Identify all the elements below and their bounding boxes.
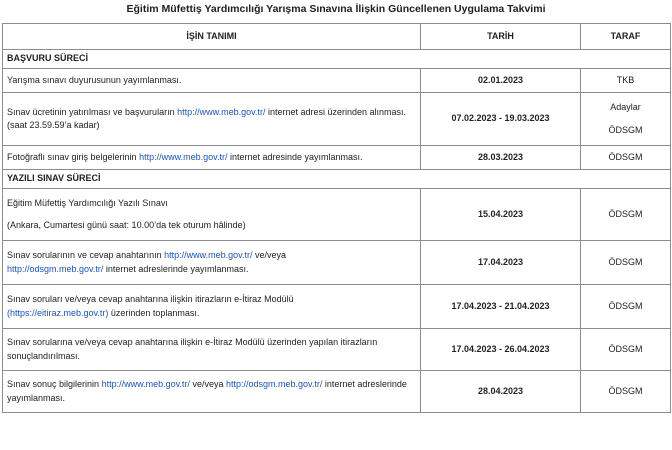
party-applicants: Adaylar: [610, 102, 641, 113]
row-date: 15.04.2023: [421, 189, 581, 241]
row-description: [3, 93, 421, 146]
description-text: Sınav sorularının ve cevap anahtarının: [7, 250, 165, 261]
row-party: TKB: [581, 69, 671, 93]
row-party: ÖDSGM: [581, 371, 671, 413]
section-row-written: [3, 170, 671, 189]
party-odsgm: ÖDSGM: [608, 124, 643, 135]
header-date: TARİH: [421, 24, 581, 50]
row-description: [3, 146, 421, 170]
row-party: ÖDSGM: [581, 146, 671, 170]
row-date: 02.01.2023: [421, 69, 581, 93]
description-text: internet adresinde yayımlanması.: [227, 151, 363, 162]
description-text: Eğitim Müfettiş Yardımcılığı Yazılı Sınavı: [7, 197, 168, 208]
row-date: 17.04.2023 - 21.04.2023: [421, 285, 581, 329]
schedule-table: [2, 23, 671, 413]
row-description: [3, 329, 421, 371]
table-row: [3, 371, 671, 413]
description-text: Sınav sorularına ve/veya cevap anahtarına ilişkin e-İtiraz Modülü üzerinden yapılan itirazların sonuçlandırılması.: [7, 337, 378, 361]
description-text: internet adresi üzerinden alınması. (saat 23.59.59’a kadar): [7, 106, 407, 130]
description-text: Sınav sonuç bilgilerinin: [7, 379, 102, 390]
description-text: üzerinden toplanması.: [108, 307, 200, 318]
odsgm-link[interactable]: http://odsgm.meb.gov.tr/: [7, 263, 104, 274]
section-row-application: [3, 50, 671, 69]
odsgm-link[interactable]: http://odsgm.meb.gov.tr/: [225, 379, 323, 390]
description-text: internet adreslerinde yayımlanması.: [103, 263, 249, 274]
row-description: [3, 285, 421, 329]
header-task: İŞİN TANIMI: [3, 24, 421, 50]
row-party: ÖDSGM: [581, 241, 671, 285]
row-date: 28.03.2023: [421, 146, 581, 170]
meb-link[interactable]: http://www.meb.gov.tr/: [177, 106, 266, 117]
meb-link[interactable]: http://www.meb.gov.tr/: [101, 379, 190, 390]
row-description: [3, 69, 421, 93]
header-party: TARAF: [581, 24, 671, 50]
row-date: 17.04.2023: [421, 241, 581, 285]
row-date: 28.04.2023: [421, 371, 581, 413]
row-date: 07.02.2023 - 19.03.2023: [421, 93, 581, 146]
description-text: ve/veya: [189, 379, 226, 390]
description-text: internet adreslerinde yayımlanması.: [7, 379, 407, 403]
table-row: [3, 93, 671, 146]
eitiraz-link[interactable]: (https://eitiraz.meb.gov.tr): [7, 307, 109, 318]
description-text: Sınav ücretinin yatırılması ve başvuruların: [7, 106, 178, 117]
description-text: Fotoğraflı sınav giriş belgelerinin: [7, 151, 140, 162]
row-party: ÖDSGM: [581, 285, 671, 329]
row-party: [581, 93, 671, 146]
meb-link[interactable]: http://www.meb.gov.tr/: [139, 151, 228, 162]
description-text: (Ankara, Cumartesi günü saat: 10.00’da tek oturum hâlinde): [7, 220, 246, 230]
section-title-written: YAZILI SINAV SÜRECİ: [3, 170, 671, 189]
table-row: [3, 146, 671, 170]
row-description: [3, 241, 421, 285]
table-row: [3, 241, 671, 285]
document-title: Eğitim Müfettiş Yardımcılığı Yarışma Sınavına İlişkin Güncellenen Uygulama Takvimi: [126, 3, 546, 15]
row-party: ÖDSGM: [581, 329, 671, 371]
description-text: Yarışma sınavı duyurusunun yayımlanması.: [7, 74, 182, 85]
table-header-row: [3, 24, 671, 50]
table-row: [3, 285, 671, 329]
row-date: 17.04.2023 - 26.04.2023: [421, 329, 581, 371]
row-description: [3, 371, 421, 413]
table-row: [3, 69, 671, 93]
description-text: ve/veya: [252, 250, 287, 261]
row-party: ÖDSGM: [581, 189, 671, 241]
section-title-application: BAŞVURU SÜRECİ: [3, 50, 671, 69]
row-description: [3, 189, 421, 241]
table-row: [3, 329, 671, 371]
meb-link[interactable]: http://www.meb.gov.tr/: [164, 250, 253, 261]
description-text: Sınav soruları ve/veya cevap anahtarına ilişkin itirazların e-İtiraz Modülü: [7, 294, 294, 305]
table-row: [3, 189, 671, 241]
